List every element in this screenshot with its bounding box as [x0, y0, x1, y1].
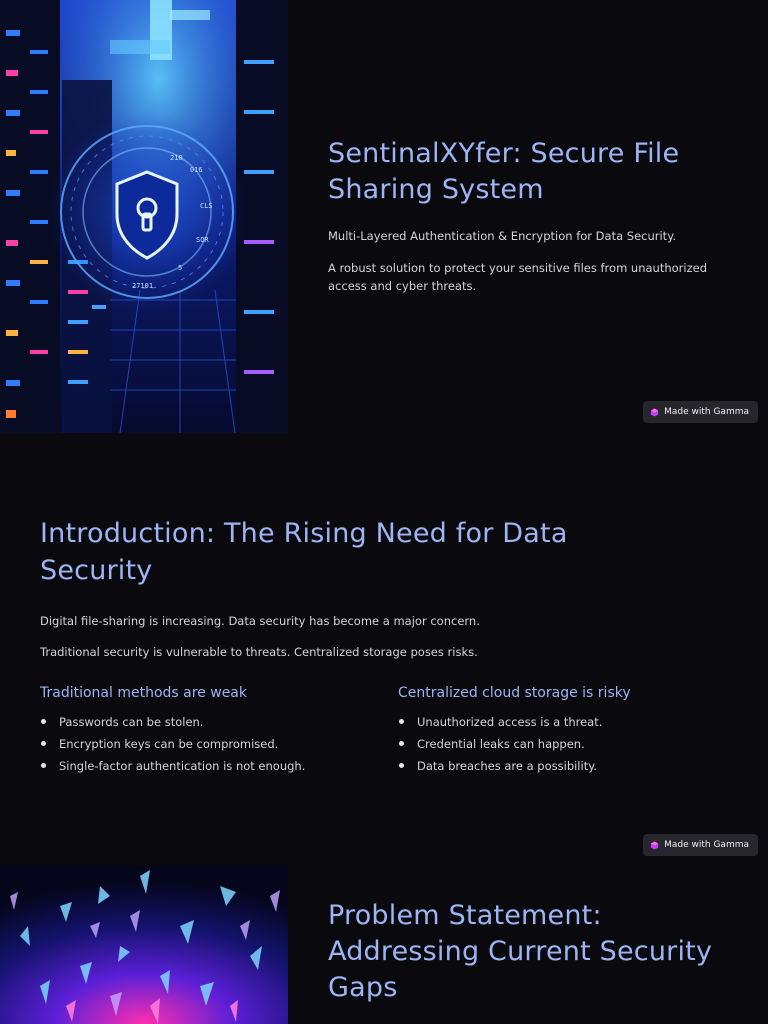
list-item: Unauthorized access is a threat. [398, 713, 728, 731]
slide1-description: A robust solution to protect your sensitive files from unauthorized access and cyber threats. [328, 261, 708, 293]
slide2-paragraph-2: Traditional security is vulnerable to threats. Centralized storage poses risks. [40, 645, 478, 659]
column-centralized-storage [398, 683, 728, 779]
slide1-subtitle: Multi-Layered Authentication & Encryption for Data Security. [328, 229, 677, 243]
badge-label: Made with Gamma [664, 407, 749, 417]
hud-text-016: 016 [190, 166, 203, 174]
column-heading: Centralized cloud storage is risky [398, 685, 631, 701]
slide-introduction [0, 433, 768, 866]
bullet-icon [41, 741, 46, 746]
bullet-icon [41, 763, 46, 768]
bullet-icon [399, 741, 404, 746]
gamma-logo-icon [650, 841, 659, 850]
hud-text-210: 210 [170, 154, 183, 162]
shattered-glass-image [0, 866, 288, 1024]
hud-text-cls: CLS [200, 202, 213, 210]
slide2-title: Introduction: The Rising Need for Data Security [40, 518, 568, 586]
bullet-list [40, 713, 370, 775]
list-item: Encryption keys can be compromised. [40, 735, 370, 753]
slide1-title: SentinalXYfer: Secure File Sharing System [328, 138, 680, 205]
slide-problem-statement [0, 866, 768, 1024]
slide3-title: Problem Statement: Addressing Current Security Gaps [328, 900, 713, 1003]
bullet-list [398, 713, 728, 775]
list-item: Credential leaks can happen. [398, 735, 728, 753]
badge-label: Made with Gamma [664, 840, 749, 850]
list-item: Single-factor authentication is not enough. [40, 757, 370, 775]
gamma-logo-icon [650, 408, 659, 417]
hud-text-5: 5 [178, 264, 183, 272]
list-item: Passwords can be stolen. [40, 713, 370, 731]
column-heading: Traditional methods are weak [40, 685, 247, 701]
slide-title [0, 0, 768, 433]
column-traditional-methods [40, 683, 370, 779]
slide2-paragraph-1: Digital file-sharing is increasing. Data security has become a major concern. [40, 614, 480, 628]
hud-text-27101: 27101 [132, 282, 154, 290]
bullet-icon [399, 719, 404, 724]
server-room-image [0, 0, 288, 433]
list-item: Data breaches are a possibility. [398, 757, 728, 775]
bullet-icon [399, 763, 404, 768]
made-with-gamma-badge[interactable] [643, 834, 758, 856]
made-with-gamma-badge[interactable] [643, 401, 758, 423]
bullet-icon [41, 719, 46, 724]
hud-text-sor: SOR [196, 236, 209, 244]
